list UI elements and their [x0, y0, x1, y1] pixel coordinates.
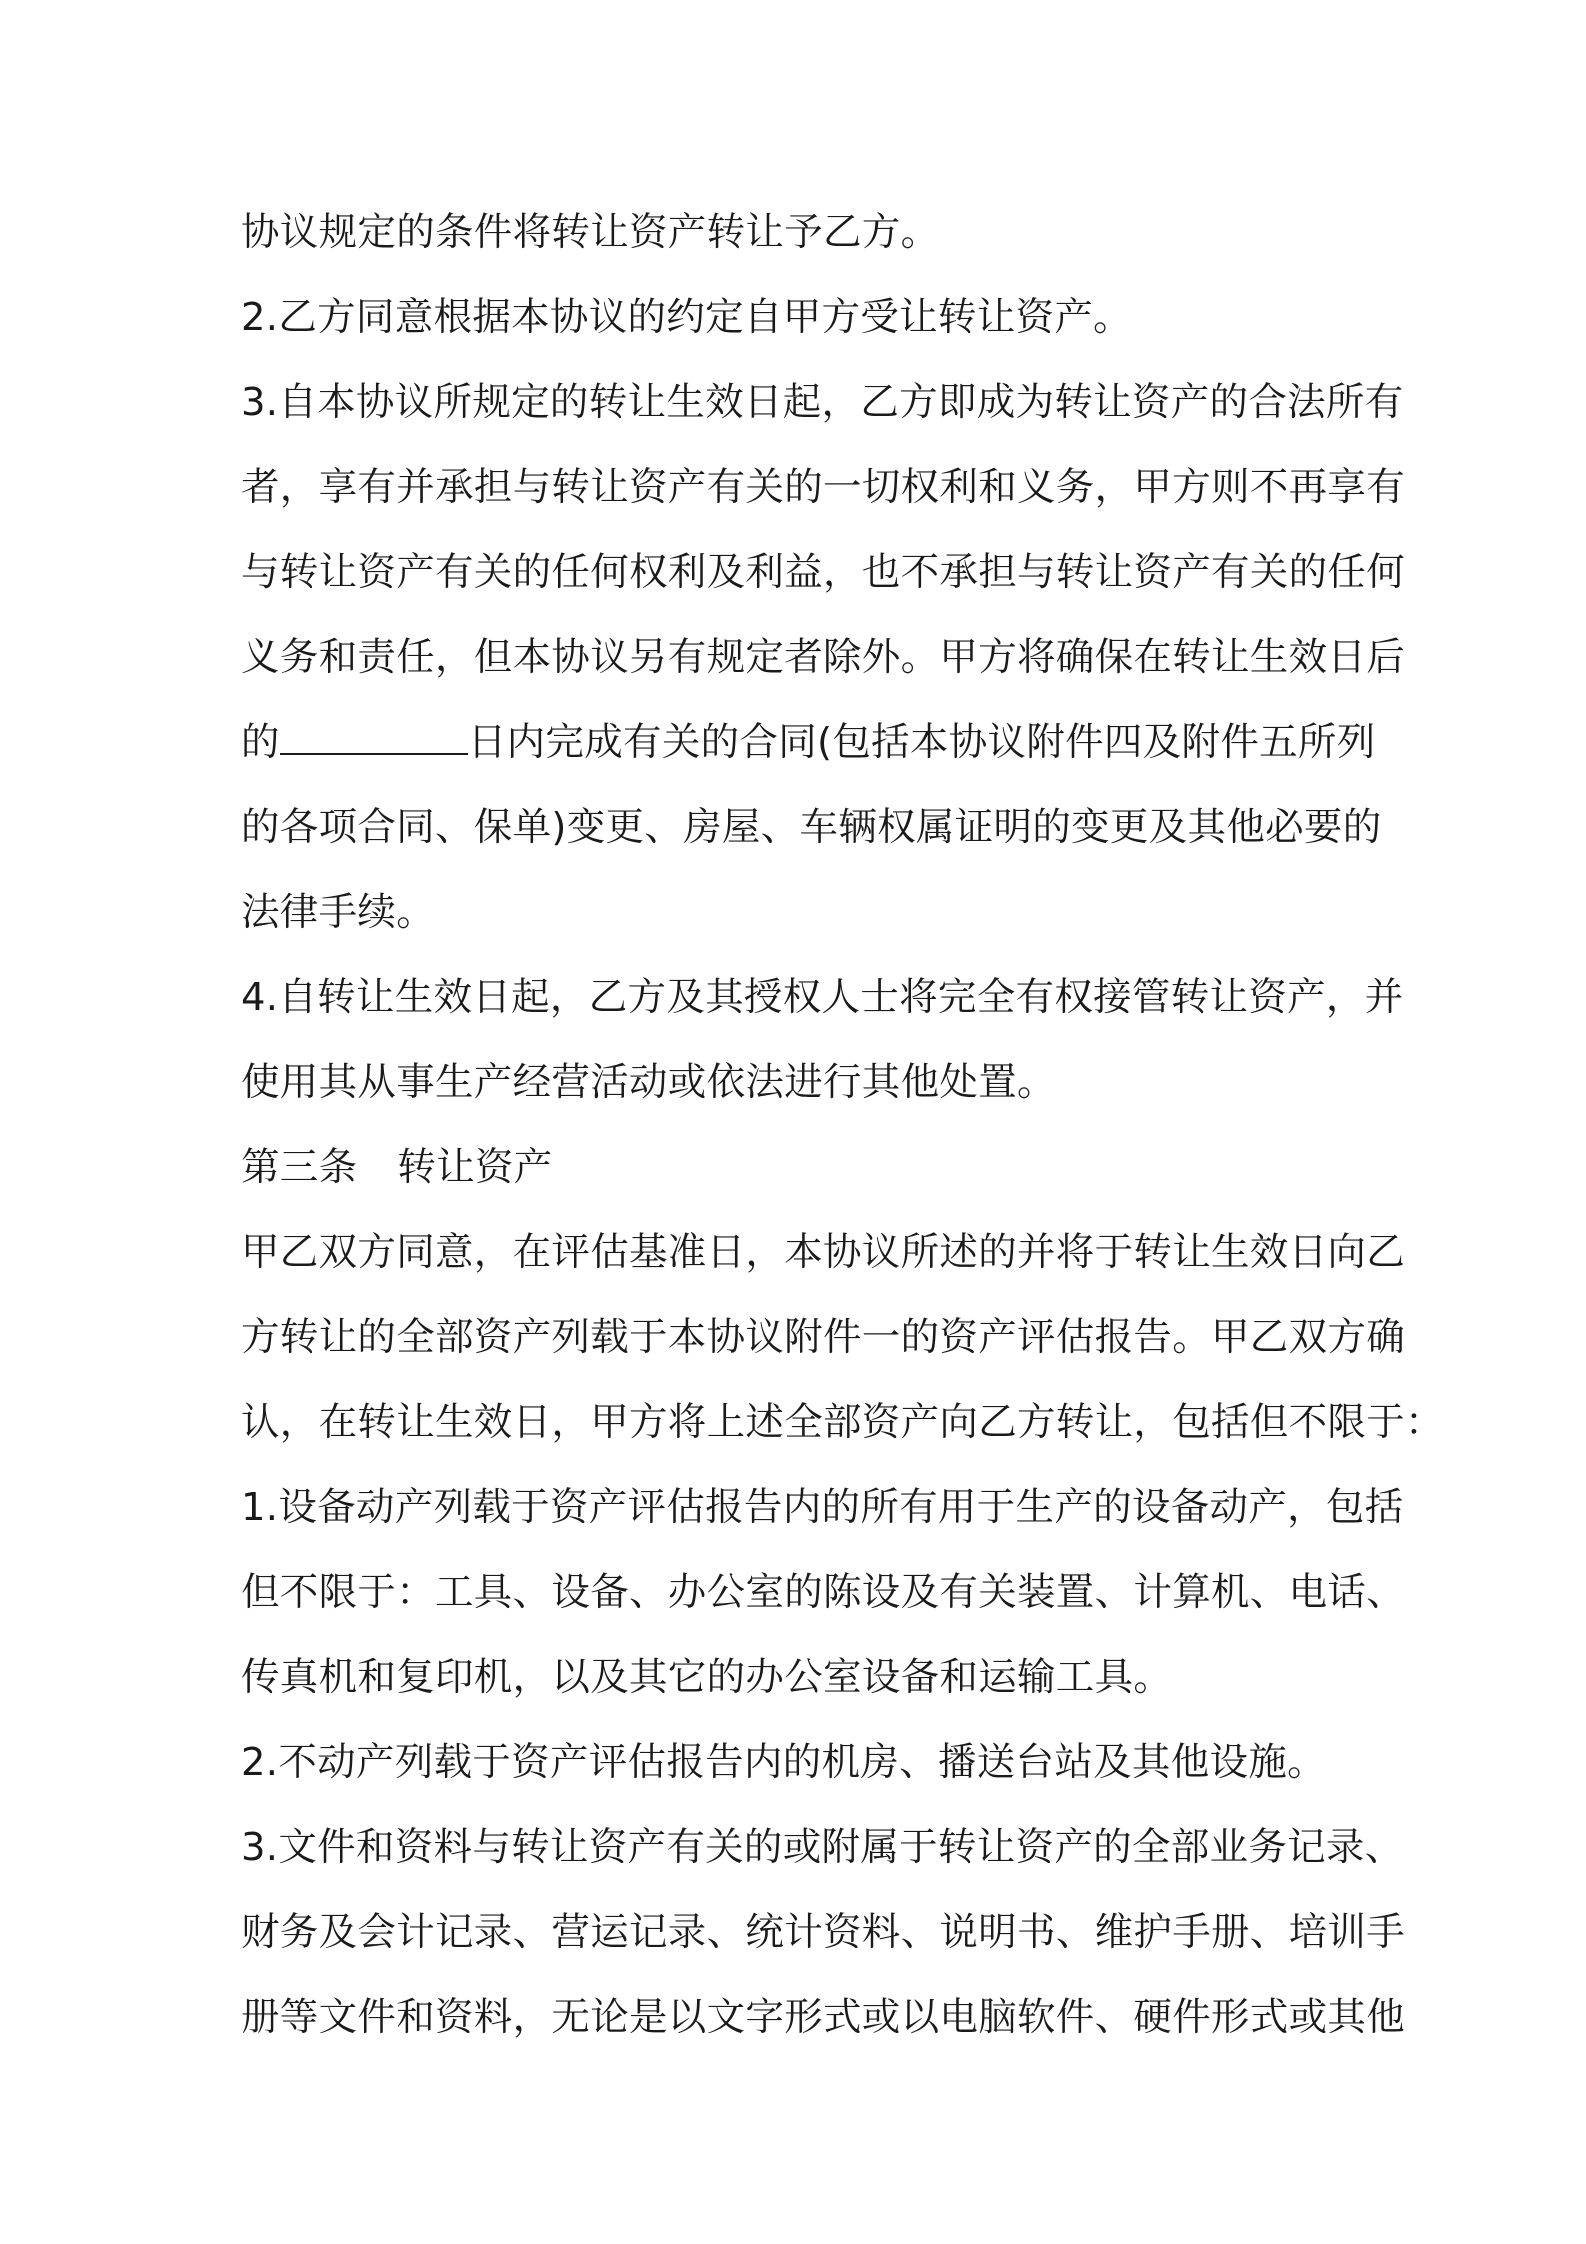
paragraph-line: 1.设备动产列载于资产评估报告内的所有用于生产的设备动产，包括: [241, 1485, 1404, 1530]
paragraph-line: 者，享有并承担与转让资产有关的一切权利和义务，甲方则不再享有: [241, 465, 1406, 510]
paragraph-line: 2.乙方同意根据本协议的约定自甲方受让转让资产。: [241, 295, 1132, 340]
article-heading: [241, 1125, 1353, 1210]
blank-suffix: 日内完成有关的合同(包括本协议附件四及附件五所列: [467, 720, 1376, 765]
paragraph-line: 的各项合同、保单)变更、房屋、车辆权属证明的变更及其他必要的: [241, 805, 1382, 850]
paragraph-line: 方转让的全部资产列载于本协议附件一的资产评估报告。甲乙双方确: [241, 1315, 1406, 1360]
paragraph-line: 协议规定的条件将转让资产转让予乙方。: [241, 210, 940, 255]
paragraph-line: 3.自本协议所规定的转让生效日起，乙方即成为转让资产的合法所有: [241, 380, 1404, 425]
paragraph-line-with-blank: [241, 700, 1376, 785]
paragraph-line: 传真机和复印机，以及其它的办公室设备和运输工具。: [241, 1655, 1173, 1700]
paragraph-line: 2.不动产列载于资产评估报告内的机房、播送台站及其他设施。: [241, 1740, 1326, 1785]
paragraph-line: 甲乙双方同意，在评估基准日，本协议所述的并将于转让生效日向乙: [241, 1230, 1406, 1275]
blank-prefix: 的: [241, 720, 280, 765]
paragraph-line: 义务和责任，但本协议另有规定者除外。甲方将确保在转让生效日后: [241, 635, 1406, 680]
paragraph-line: 法律手续。: [241, 890, 436, 935]
fill-in-blank: [280, 725, 468, 755]
paragraph-line: 但不限于：工具、设备、办公室的陈设及有关装置、计算机、电话、: [241, 1570, 1406, 1615]
paragraph-line: 册等文件和资料，无论是以文字形式或以电脑软件、硬件形式或其他: [241, 1995, 1406, 2040]
document-body: [241, 190, 1444, 2060]
paragraph-line: 3.文件和资料与转让资产有关的或附属于转让资产的全部业务记录、: [241, 1825, 1404, 1870]
paragraph-line: 与转让资产有关的任何权利及利益，也不承担与转让资产有关的任何: [241, 550, 1406, 595]
article-title: 转让资产: [397, 1145, 553, 1190]
paragraph-line: 认，在转让生效日，甲方将上述全部资产向乙方转让，包括但不限于：: [241, 1400, 1444, 1445]
article-number: 第三条: [241, 1145, 358, 1190]
paragraph-line: 使用其从事生产经营活动或依法进行其他处置。: [241, 1060, 1056, 1105]
paragraph-line: 4.自转让生效日起，乙方及其授权人士将完全有权接管转让资产，并: [241, 975, 1404, 1020]
paragraph-line: 财务及会计记录、营运记录、统计资料、说明书、维护手册、培训手: [241, 1910, 1406, 1955]
